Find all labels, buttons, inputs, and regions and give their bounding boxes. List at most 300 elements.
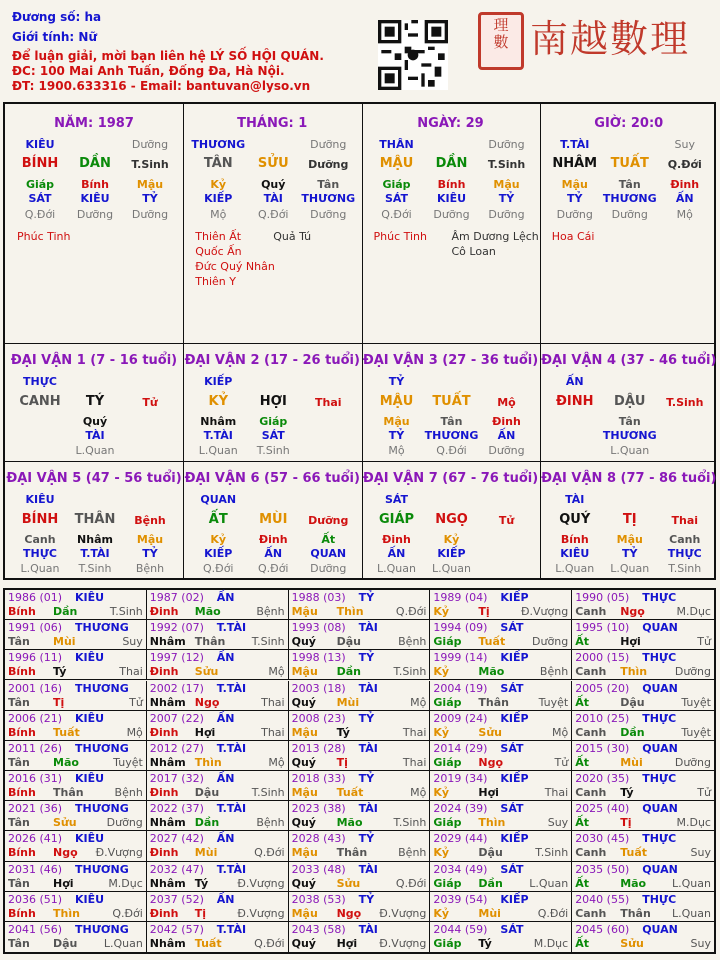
- year-cell[interactable]: [147, 831, 289, 861]
- dai-van-hidden-stem: Bính: [560, 533, 589, 546]
- year-star: ẤN: [216, 832, 235, 846]
- year-cell[interactable]: [289, 862, 431, 892]
- year-cell[interactable]: [147, 650, 289, 680]
- year-cell[interactable]: [5, 892, 147, 922]
- year-cell[interactable]: [5, 771, 147, 801]
- year-label: 2003 (18): [291, 681, 346, 695]
- hidden-star: THƯƠNG: [602, 192, 657, 205]
- dai-van-star: KIÊU: [25, 493, 55, 506]
- year-label: 2043 (58): [291, 922, 346, 936]
- dai-van-star: THỰC: [23, 375, 57, 388]
- year-stem: Canh: [575, 846, 607, 860]
- year-label: 1996 (11): [8, 651, 63, 665]
- dai-van-hidden-stage: L.Quan: [610, 562, 650, 575]
- year-branch: Thân: [478, 695, 509, 709]
- dai-van-hidden-stem: Tân: [440, 415, 463, 428]
- year-branch: Tý: [620, 786, 634, 800]
- year-cell[interactable]: [5, 650, 147, 680]
- year-cell[interactable]: [572, 711, 714, 741]
- dai-van-branch: NGỌ: [435, 512, 468, 527]
- qr-code-icon[interactable]: [378, 20, 448, 90]
- contact-phone-email: ĐT: 1900.633316 - Email: bantuvan@lyso.vn: [12, 79, 311, 93]
- year-stage: L.Quan: [672, 906, 711, 920]
- year-stage: Mộ: [268, 755, 285, 769]
- dai-van-hidden-star: ẤN: [264, 547, 283, 560]
- year-star: QUAN: [642, 802, 678, 816]
- year-stage: T.Sinh: [251, 635, 285, 649]
- year-cell[interactable]: [289, 620, 431, 650]
- pillar-stem: BÍNH: [21, 156, 59, 171]
- year-star: TÀI: [358, 862, 378, 876]
- row-divider: [5, 461, 714, 462]
- contact-address: ĐC: 100 Mai Anh Tuấn, Đống Đa, Hà Nội.: [12, 64, 285, 78]
- year-stem: Bính: [8, 665, 36, 679]
- hidden-stage: Mộ: [676, 208, 693, 221]
- year-cell[interactable]: [572, 892, 714, 922]
- year-cell[interactable]: [430, 620, 572, 650]
- year-cell[interactable]: [572, 862, 714, 892]
- year-stage: Q.Đới: [254, 846, 285, 860]
- year-stem: Ất: [575, 876, 589, 890]
- pillar-note: Quả Tú: [273, 230, 312, 243]
- year-stage: Thai: [402, 755, 427, 769]
- pillar-note: Quốc Ấn: [195, 245, 242, 258]
- year-label: 2023 (38): [291, 802, 346, 816]
- year-cell[interactable]: [430, 922, 572, 952]
- dai-van-hidden-stage: Dưỡng: [488, 444, 525, 457]
- pillar-phase: Dưỡng: [310, 138, 347, 151]
- hidden-stage: Dưỡng: [76, 208, 114, 221]
- year-cell[interactable]: [289, 771, 431, 801]
- pillar-star: THÂN: [379, 138, 414, 151]
- year-stage: Dưỡng: [674, 755, 711, 769]
- year-stem: Đinh: [149, 725, 179, 739]
- year-star: THỰC: [642, 651, 677, 665]
- hidden-stage: Q.Đới: [24, 208, 56, 221]
- year-branch: Tý: [478, 936, 492, 950]
- year-label: 2031 (46): [8, 862, 63, 876]
- year-cell[interactable]: [147, 862, 289, 892]
- year-star: TỶ: [358, 591, 375, 604]
- year-stage: Suy: [690, 936, 711, 950]
- dai-van-hidden-stem: Giáp: [259, 415, 288, 428]
- year-star: ẤN: [216, 651, 235, 665]
- year-branch: Dậu: [620, 695, 645, 709]
- year-branch: Sửu: [336, 876, 361, 890]
- year-label: 2002 (17): [149, 681, 204, 695]
- year-cell[interactable]: [147, 681, 289, 711]
- year-cell[interactable]: [5, 681, 147, 711]
- dai-van-hidden-stage: L.Quan: [198, 444, 238, 457]
- dai-van-phase: Thai: [314, 396, 342, 409]
- year-stem: Kỷ: [433, 786, 450, 800]
- year-star: THƯƠNG: [75, 802, 129, 816]
- year-label: 2011 (26): [8, 741, 63, 755]
- pillar-divider: [362, 104, 363, 578]
- year-branch: Dần: [336, 665, 361, 679]
- year-label: 1989 (04): [433, 591, 488, 604]
- year-stem: Kỷ: [433, 846, 450, 860]
- year-cell[interactable]: [5, 801, 147, 831]
- year-stage: Bệnh: [256, 605, 285, 618]
- year-cell[interactable]: [430, 862, 572, 892]
- hidden-star: KIÊU: [80, 192, 110, 205]
- year-star: THỰC: [642, 832, 677, 846]
- hidden-stage: Dưỡng: [433, 208, 470, 221]
- year-label: 2017 (32): [149, 772, 204, 786]
- year-star: THƯƠNG: [75, 922, 129, 936]
- year-stage: Tử: [697, 635, 711, 649]
- dai-van-hidden-stage: Dưỡng: [310, 562, 347, 575]
- year-star: TỶ: [358, 711, 375, 725]
- year-star: THỰC: [642, 591, 677, 604]
- year-cell[interactable]: [5, 590, 147, 620]
- hidden-stage: Dưỡng: [488, 208, 525, 221]
- year-stage: Tuyệt: [681, 725, 711, 739]
- chart-header: [0, 0, 720, 100]
- year-stage: Tuyệt: [113, 755, 143, 769]
- year-label: 2038 (53): [291, 892, 346, 906]
- year-label: 2029 (44): [433, 832, 488, 846]
- dai-van-hidden-stem: Quý: [82, 415, 108, 428]
- year-stage: Đ.Vượng: [237, 876, 285, 890]
- year-cell[interactable]: [572, 620, 714, 650]
- year-stage: Dưỡng: [674, 665, 711, 679]
- dai-van-title: ĐẠI VẬN 2 (17 - 26 tuổi): [184, 353, 360, 368]
- year-branch: Hợi: [478, 786, 499, 800]
- year-label: 2009 (24): [433, 711, 488, 725]
- hidden-star: ẤN: [675, 192, 694, 205]
- year-label: 1999 (14): [433, 651, 488, 665]
- hidden-stem: Tân: [317, 178, 340, 191]
- year-stage: Thai: [261, 725, 285, 739]
- dai-van-hidden-stage: Q.Đới: [258, 562, 289, 575]
- year-stem: Tân: [8, 936, 30, 950]
- hidden-stem: Mậu: [561, 178, 588, 191]
- year-star: KIÊU: [75, 772, 105, 786]
- hidden-stem: Bính: [437, 178, 466, 191]
- pillar-star: KIÊU: [25, 138, 55, 151]
- year-stage: Bệnh: [398, 846, 427, 860]
- year-stage: Suy: [122, 635, 143, 649]
- year-stem: Nhâm: [149, 936, 186, 950]
- dai-van-hidden-stem: Kỷ: [443, 533, 460, 546]
- year-label: 2034 (49): [433, 862, 488, 876]
- year-stem: Quý: [291, 936, 316, 950]
- year-stem: Kỷ: [433, 725, 450, 739]
- hidden-star: TỶ: [498, 192, 515, 205]
- dai-van-hidden-stage: T.Sinh: [668, 562, 702, 575]
- year-cell[interactable]: [572, 650, 714, 680]
- year-cell[interactable]: [5, 741, 147, 771]
- year-stem: Quý: [291, 755, 316, 769]
- year-cell[interactable]: [289, 801, 431, 831]
- year-branch: Tý: [194, 876, 209, 890]
- year-stage: M.Dục: [108, 876, 143, 890]
- dai-van-phase: T.Sinh: [666, 396, 704, 409]
- year-cell[interactable]: [572, 801, 714, 831]
- dai-van-stem: GIÁP: [378, 512, 415, 527]
- year-cell[interactable]: [572, 741, 714, 771]
- year-cell[interactable]: [289, 922, 431, 952]
- year-label: 2007 (22): [149, 711, 204, 725]
- dai-van-hidden-stem: Nhâm: [77, 533, 113, 546]
- year-stage: M.Dục: [533, 936, 569, 950]
- year-cell[interactable]: [5, 711, 147, 741]
- pillar-stem: MẬU: [379, 156, 414, 171]
- hidden-star: TỶ: [567, 192, 583, 205]
- year-star: ẤN: [216, 711, 235, 725]
- hidden-stage: Dưỡng: [131, 208, 169, 221]
- dai-van-hidden-star: ẤN: [387, 547, 406, 560]
- year-cell[interactable]: [289, 681, 431, 711]
- year-stem: Kỷ: [433, 665, 450, 679]
- year-label: 2014 (29): [433, 741, 488, 755]
- hidden-stem: Tân: [618, 178, 641, 191]
- year-label: 2004 (19): [433, 681, 488, 695]
- year-cell[interactable]: [5, 862, 147, 892]
- dai-van-star: TÀI: [565, 493, 585, 506]
- year-stage: Q.Đới: [112, 906, 143, 920]
- year-star: T.TÀI: [216, 681, 247, 695]
- year-stem: Quý: [291, 695, 316, 709]
- year-cell[interactable]: [147, 892, 289, 922]
- dai-van-hidden-star: THƯƠNG: [602, 429, 657, 442]
- year-star: KIÊU: [75, 711, 105, 725]
- year-stage: Suy: [547, 816, 569, 830]
- year-label: 2045 (60): [575, 922, 630, 936]
- year-star: QUAN: [642, 862, 678, 876]
- year-cell[interactable]: [5, 922, 147, 952]
- year-branch: Tuất: [194, 936, 222, 950]
- hidden-stage: Dưỡng: [556, 208, 593, 221]
- year-stage: Mộ: [126, 725, 143, 739]
- year-cell[interactable]: [572, 831, 714, 861]
- year-cell[interactable]: [147, 590, 289, 620]
- year-cell[interactable]: [430, 650, 572, 680]
- dai-van-hidden-stage: T.Sinh: [78, 562, 112, 575]
- pillar-title: THÁNG: 1: [237, 116, 308, 131]
- pillar-life-stage: T.Sinh: [131, 158, 169, 171]
- pillar-life-stage: Q.Đới: [667, 158, 702, 171]
- year-cell[interactable]: [430, 771, 572, 801]
- year-stem: Giáp: [433, 635, 462, 649]
- dai-van-hidden-star: T.TÀI: [203, 429, 233, 442]
- pillar-branch: SỬU: [257, 156, 289, 171]
- pillar-title: GIỜ: 20:0: [594, 116, 664, 131]
- dai-van-branch: HỢI: [259, 394, 287, 409]
- pillar-note: Đức Quý Nhân: [195, 260, 275, 273]
- dai-van-hidden-star: ẤN: [497, 429, 516, 442]
- year-stage: T.Sinh: [393, 816, 427, 830]
- year-stem: Bính: [8, 725, 36, 739]
- year-branch: Thân: [194, 635, 226, 649]
- pillar-life-stage: Dưỡng: [308, 158, 349, 171]
- year-stage: Thai: [544, 786, 569, 800]
- dai-van-hidden-stage: L.Quan: [75, 444, 115, 457]
- year-label: 2021 (36): [8, 802, 63, 816]
- dai-van-hidden-stage: Bệnh: [135, 562, 165, 575]
- year-cell[interactable]: [289, 590, 431, 620]
- year-cell[interactable]: [430, 892, 572, 922]
- year-label: 2013 (28): [291, 741, 346, 755]
- year-stage: Bệnh: [539, 665, 569, 679]
- year-stem: Canh: [575, 665, 607, 679]
- hidden-star: SÁT: [28, 192, 52, 205]
- year-star: T.TÀI: [216, 621, 247, 635]
- dai-van-star: ẤN: [565, 375, 584, 388]
- year-cell[interactable]: [5, 620, 147, 650]
- dai-van-phase: Thai: [671, 514, 699, 527]
- year-star: SÁT: [500, 922, 524, 936]
- year-cell[interactable]: [289, 831, 431, 861]
- hidden-star: THƯƠNG: [301, 192, 356, 205]
- year-label: 2012 (27): [149, 741, 204, 755]
- year-branch: Sửu: [620, 936, 644, 950]
- dai-van-hidden-star: T.TÀI: [80, 547, 110, 560]
- year-cell[interactable]: [147, 771, 289, 801]
- year-branch: Tị: [336, 755, 348, 769]
- year-label: 1994 (09): [433, 621, 488, 635]
- dai-van-stem: ẤT: [208, 512, 228, 527]
- year-star: THƯƠNG: [75, 741, 129, 755]
- hidden-star: KIÊU: [436, 192, 467, 205]
- year-cell[interactable]: [289, 711, 431, 741]
- year-stem: Giáp: [433, 936, 462, 950]
- dai-van-stem: BÍNH: [21, 512, 59, 527]
- year-star: KIẾP: [500, 892, 529, 906]
- year-label: 2001 (16): [8, 681, 63, 695]
- year-stage: Mộ: [410, 695, 427, 709]
- year-stem: Mậu: [291, 846, 318, 860]
- year-stem: Ất: [575, 755, 589, 769]
- dai-van-hidden-stem: Đinh: [492, 415, 521, 428]
- pillar-stem: NHÂM: [552, 156, 598, 171]
- year-cell[interactable]: [147, 711, 289, 741]
- year-cell[interactable]: [430, 831, 572, 861]
- dai-van-stem: CANH: [19, 394, 61, 409]
- hidden-stem: Giáp: [382, 178, 411, 191]
- year-label: 1991 (06): [8, 621, 63, 635]
- year-branch: Thân: [336, 846, 368, 860]
- year-stem: Canh: [575, 786, 607, 800]
- year-cell[interactable]: [430, 590, 572, 620]
- year-label: 2022 (37): [149, 802, 204, 816]
- dai-van-branch: DẬU: [614, 394, 646, 409]
- hidden-stage: Q.Đới: [381, 208, 412, 221]
- year-label: 1995 (10): [575, 621, 630, 635]
- year-stage: Đ.Vượng: [379, 936, 427, 950]
- year-cell[interactable]: [147, 922, 289, 952]
- year-label: 2016 (31): [8, 772, 63, 786]
- year-stem: Tân: [8, 816, 30, 830]
- dai-van-hidden-stage: L.Quan: [610, 444, 650, 457]
- year-cell[interactable]: [572, 922, 714, 952]
- hidden-star: SÁT: [384, 192, 409, 205]
- year-stem: Ất: [575, 936, 589, 950]
- year-cell[interactable]: [572, 771, 714, 801]
- dai-van-hidden-star: KIẾP: [437, 547, 466, 560]
- year-star: TÀI: [358, 741, 378, 755]
- year-label: 2028 (43): [291, 832, 346, 846]
- dai-van-hidden-stem: Canh: [24, 533, 56, 546]
- row-divider: [5, 343, 714, 344]
- owner-gender: Giới tính: Nữ: [12, 30, 97, 44]
- year-stage: Bệnh: [398, 635, 427, 649]
- year-branch: Mão: [53, 755, 79, 769]
- year-star: QUAN: [642, 922, 678, 936]
- year-branch: Thìn: [53, 906, 80, 920]
- year-branch: Tuất: [620, 846, 647, 860]
- year-cell[interactable]: [289, 650, 431, 680]
- year-label: 2039 (54): [433, 892, 488, 906]
- year-star: KIÊU: [75, 651, 105, 665]
- year-cell[interactable]: [430, 741, 572, 771]
- year-stem: Mậu: [291, 725, 318, 739]
- year-star: THƯƠNG: [75, 621, 129, 635]
- year-cell[interactable]: [147, 620, 289, 650]
- year-branch: Dậu: [478, 846, 503, 860]
- year-label: 1997 (12): [149, 651, 204, 665]
- year-cell[interactable]: [572, 681, 714, 711]
- pillar-title: NGÀY: 29: [417, 116, 484, 131]
- dai-van-branch: TÝ: [85, 394, 105, 409]
- year-stem: Kỷ: [433, 906, 450, 920]
- hidden-stage: Q.Đới: [258, 208, 289, 221]
- pillar-divider: [183, 104, 184, 578]
- year-cell[interactable]: [430, 681, 572, 711]
- year-stage: Tử: [697, 786, 711, 800]
- year-branch: Sửu: [478, 725, 502, 739]
- year-label: 2019 (34): [433, 772, 488, 786]
- year-cell[interactable]: [430, 711, 572, 741]
- brand-logo: 南越數理: [530, 17, 691, 61]
- year-branch: Mão: [194, 605, 221, 618]
- dai-van-branch: MÙI: [259, 512, 288, 527]
- pillar-stem: TÂN: [203, 156, 233, 171]
- year-cell[interactable]: [289, 741, 431, 771]
- year-cell[interactable]: [572, 590, 714, 620]
- year-branch: Mùi: [620, 755, 643, 769]
- year-cell[interactable]: [5, 831, 147, 861]
- year-stem: Mậu: [291, 786, 318, 800]
- year-branch: Mão: [478, 665, 505, 679]
- year-star: KIẾP: [500, 711, 529, 725]
- year-star: SÁT: [500, 802, 524, 816]
- year-stage: Thai: [261, 695, 285, 709]
- dai-van-hidden-star: THỰC: [23, 547, 57, 560]
- year-cell[interactable]: [147, 741, 289, 771]
- year-label: 2025 (40): [575, 802, 630, 816]
- year-cell[interactable]: [289, 892, 431, 922]
- year-branch: Tý: [53, 665, 67, 679]
- year-stage: Thai: [402, 725, 427, 739]
- year-stem: Tân: [8, 635, 30, 649]
- dai-van-hidden-stage: Mộ: [388, 444, 405, 457]
- year-star: KIẾP: [500, 832, 529, 846]
- year-stage: Tuyệt: [681, 695, 711, 709]
- year-label: 1990 (05): [575, 591, 630, 604]
- year-branch: Dần: [194, 816, 220, 830]
- dai-van-hidden-stem: Canh: [669, 533, 701, 546]
- dai-van-hidden-star: SÁT: [261, 429, 285, 442]
- year-label: 1993 (08): [291, 621, 346, 635]
- dai-van-hidden-star: THỰC: [667, 547, 702, 560]
- year-cell[interactable]: [147, 801, 289, 831]
- year-cell[interactable]: [430, 801, 572, 831]
- pillar-note: Âm Dương Lệch: [451, 230, 539, 243]
- dai-van-star: SÁT: [384, 493, 409, 506]
